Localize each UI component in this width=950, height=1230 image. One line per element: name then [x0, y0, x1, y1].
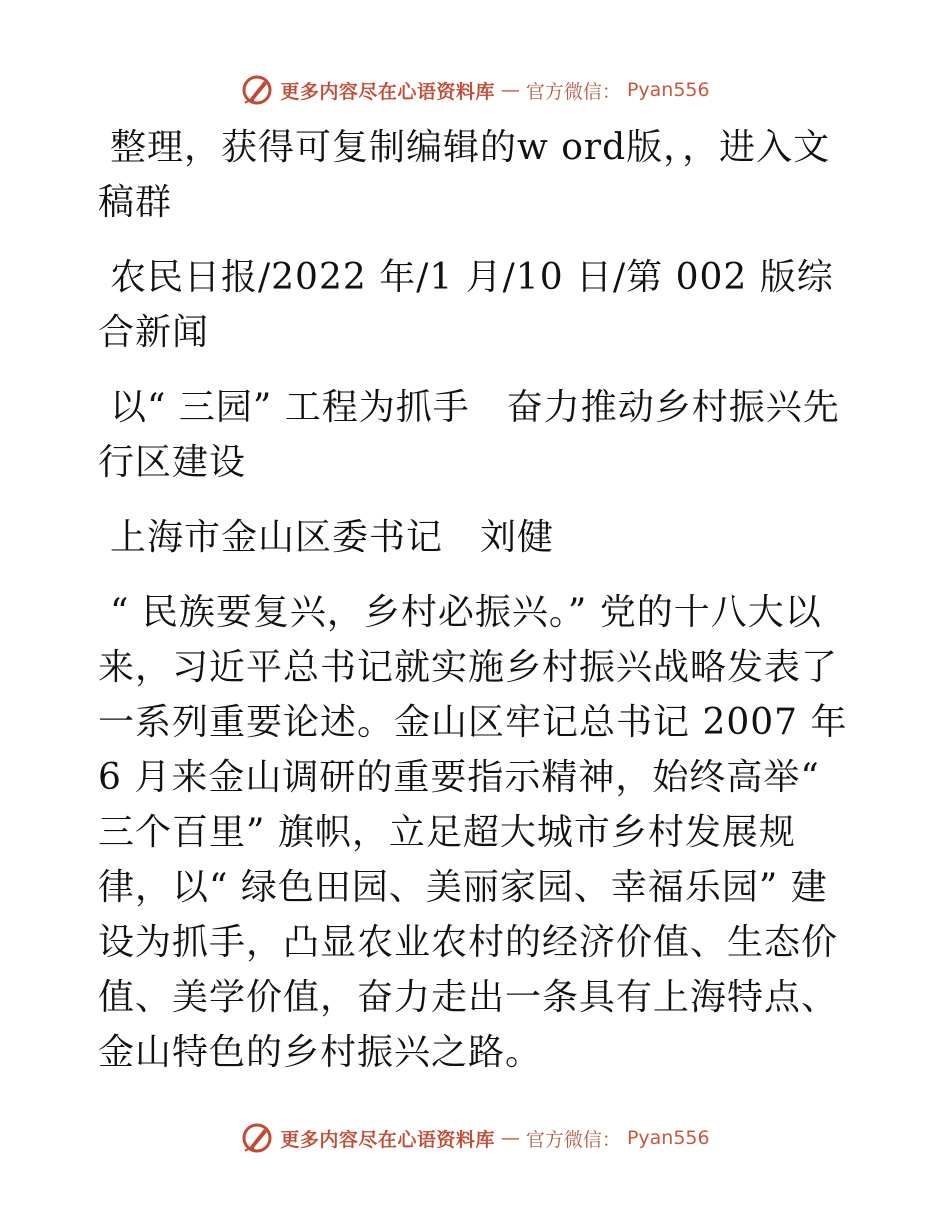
article-author: 上海市金山区委书记 刘健	[110, 517, 555, 558]
pen-circle-logo-icon	[240, 73, 274, 107]
footer-watermark-banner	[0, 1118, 950, 1158]
intro-line: 整理，获得可复制编辑的w ord版，，进入文稿群	[98, 127, 831, 223]
banner-wechat-id: Pyan556	[626, 79, 710, 101]
banner-dash: —	[500, 79, 520, 101]
banner-wechat-label: 官方微信：	[525, 80, 621, 103]
banner-wechat-label: 官方微信：	[525, 1128, 621, 1151]
pen-circle-logo-icon	[240, 1121, 274, 1155]
banner-dash: —	[500, 1127, 520, 1149]
article-paragraph: “ 民族要复兴，乡村必振兴。” 党的十八大以来，习近平总书记就实施乡村振兴战略发表了一系列重要论述。金山区牢记总书记 2007 年 6 月来金山调研的重要指示精神，始终高举“ 三个百里” 旗帜，立足超大城市乡村发展规律，以“ 绿色田园、美丽家园、幸福乐园” 建设为抓手，凸显农业农村的经济价值、生态价值、美学价值，奋力走出一条具有上海特点、金山特色的乡村振兴之路。	[98, 592, 848, 1073]
banner-brand-text: 更多内容尽在心语资料库	[280, 80, 495, 103]
header-watermark-banner	[0, 70, 950, 110]
document-body	[98, 120, 858, 1080]
source-line: 农民日报/2022 年/1 月/10 日/第 002 版综合新闻	[98, 257, 834, 353]
article-title: 以“ 三园” 工程为抓手 奋力推动乡村振兴先行区建设	[98, 387, 840, 483]
banner-brand-text: 更多内容尽在心语资料库	[280, 1128, 495, 1151]
banner-wechat-id: Pyan556	[626, 1127, 710, 1149]
